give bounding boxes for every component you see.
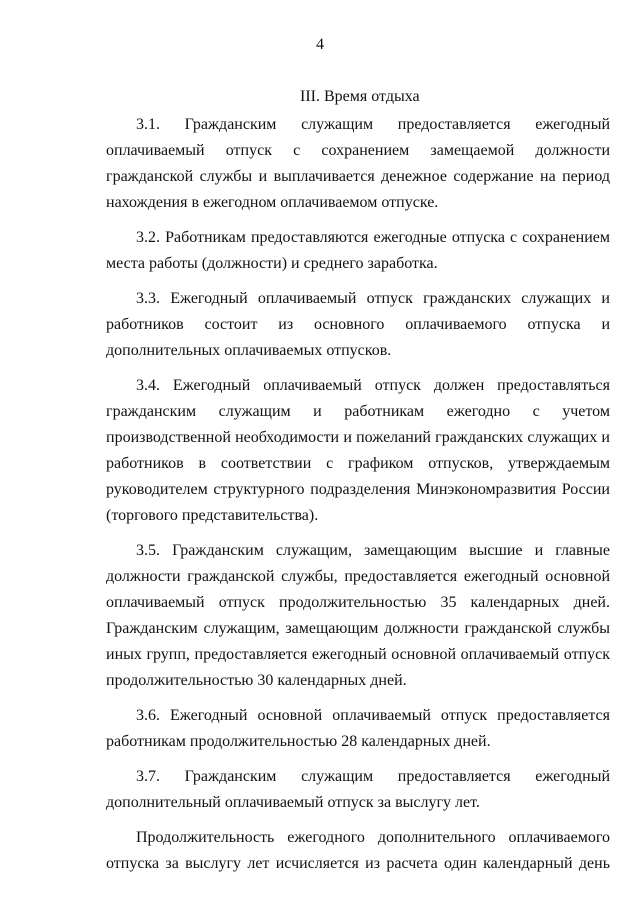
- paragraph-3-1: 3.1. Гражданским служащим предоставляется ежегодный оплачиваемый отпуск с сохранением замещаемой должности гражданской службы и выплачивается денежное содержание на период нахождения в ежегодном оплачиваемом отпуске.: [106, 116, 610, 211]
- section-title: III. Время отдыха: [300, 88, 420, 105]
- paragraph-3-3: 3.3. Ежегодный оплачиваемый отпуск гражданских служащих и работников состоит из основного оплачиваемого отпуска и дополнительных оплачиваемых отпусков.: [106, 290, 610, 359]
- paragraph-3-5: 3.5. Гражданским служащим, замещающим высшие и главные должности гражданской службы, предоставляется ежегодный основной оплачиваемый отпуск продолжительностью 35 календарных дней. Гражданским служащим, замещающим должности гражданской службы иных групп, предоставляется ежегодный основной оплачиваемый отпуск продолжительностью 30 календарных дней.: [106, 542, 610, 689]
- paragraph-3-7: 3.7. Гражданским служащим предоставляется ежегодный дополнительный оплачиваемый отпуск за выслугу лет.: [106, 768, 610, 811]
- paragraph-3-2: 3.2. Работникам предоставляются ежегодные отпуска с сохранением места работы (должности) и среднего заработка.: [106, 229, 610, 272]
- page-number: 4: [316, 36, 324, 53]
- paragraph-duration: Продолжительность ежегодного дополнительного оплачиваемого отпуска за выслугу лет исчисляется из расчета один календарный день: [106, 829, 610, 872]
- paragraph-3-4: 3.4. Ежегодный оплачиваемый отпуск должен предоставляться гражданским служащим и работникам ежегодно с учетом производственной необходимости и пожеланий гражданских служащих и работников в соответствии с графиком отпусков, утверждаемым руководителем структурного подразделения Минэкономразвития России (торгового представительства).: [106, 377, 610, 524]
- paragraph-3-6: 3.6. Ежегодный основной оплачиваемый отпуск предоставляется работникам продолжительностью 28 календарных дней.: [106, 707, 610, 750]
- body-text: [106, 112, 610, 886]
